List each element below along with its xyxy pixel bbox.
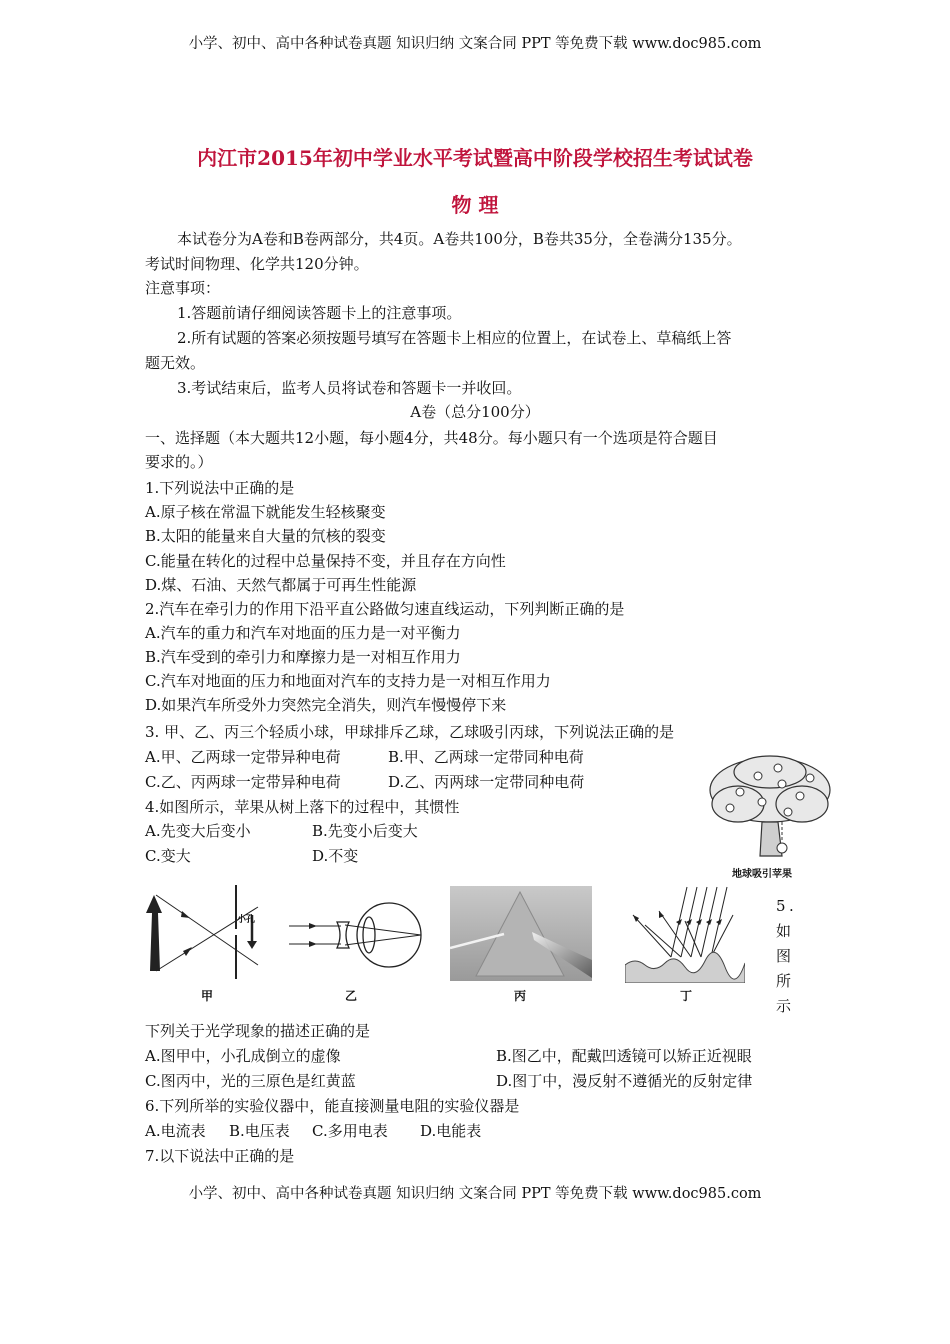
- figure-label-yi: 乙: [345, 989, 358, 1003]
- q6-option-a: A.电流表: [145, 1122, 206, 1140]
- q2-stem: 2.汽车在牵引力的作用下沿平直公路做匀速直线运动，下列判断正确的是: [145, 600, 625, 618]
- q3-option-b: B.甲、乙两球一定带同种电荷: [388, 748, 584, 766]
- q5-option-a: A.图甲中，小孔成倒立的虚像: [145, 1047, 341, 1065]
- q5-side-3: 如: [776, 922, 792, 940]
- q5-side-1: 5: [776, 897, 786, 915]
- note-2: 2.所有试题的答案必须按题号填写在答题卡上相应的位置上，在试卷上、草稿纸上答: [177, 329, 732, 347]
- part1-line-2: 要求的。）: [145, 453, 213, 471]
- q5-option-b: B.图乙中，配戴凹透镜可以矫正近视眼: [496, 1047, 752, 1065]
- q5-side-2: .: [789, 897, 794, 915]
- q5-side-4: 图: [776, 947, 792, 965]
- figure-label-jia: 甲: [201, 989, 214, 1003]
- page-footer: 小学、初中、高中各种试卷真题 知识归纳 文案合同 PPT 等免费下载 www.doc985.com: [188, 1186, 762, 1202]
- q1-option-b: B.太阳的能量来自大量的氘核的裂变: [145, 527, 386, 545]
- figure-label-bing: 丙: [514, 989, 527, 1003]
- part1-line-1: 一、选择题（本大题共12小题，每小题4分，共48分。每小题只有一个选项是符合题目: [145, 429, 718, 447]
- note-2-cont: 题无效。: [145, 354, 206, 372]
- intro-line-2: 考试时间物理、化学共120分钟。: [145, 255, 369, 273]
- note-1: 1.答题前请仔细阅读答题卡上的注意事项。: [177, 304, 462, 322]
- section-a-heading: A卷（总分100分）: [410, 403, 540, 421]
- q1-stem: 1.下列说法中正确的是: [145, 479, 295, 497]
- q6-option-c: C.多用电表: [312, 1122, 388, 1140]
- q1-option-d: D.煤、石油、天然气都属于可再生性能源: [145, 576, 417, 594]
- q4-option-c: C.变大: [145, 847, 191, 865]
- q5-stem: 下列关于光学现象的描述正确的是: [145, 1022, 371, 1040]
- tree-caption: 地球吸引苹果: [732, 869, 792, 880]
- q4-option-d: D.不变: [312, 847, 359, 865]
- q6-stem: 6.下列所举的实验仪器中，能直接测量电阻的实验仪器是: [145, 1097, 520, 1115]
- figure-ding-diffuse: [625, 885, 745, 983]
- apple-tree-figure: [700, 752, 840, 864]
- q3-option-c: C.乙、丙两球一定带异种电荷: [145, 773, 341, 791]
- q4-option-b: B.先变小后变大: [312, 822, 418, 840]
- q2-option-d: D.如果汽车所受外力突然完全消失，则汽车慢慢停下来: [145, 696, 507, 714]
- q3-option-a: A.甲、乙两球一定带异种电荷: [145, 748, 341, 766]
- q6-option-b: B.电压表: [229, 1122, 290, 1140]
- intro-line-1: 本试卷分为A卷和B卷两部分，共4页。A卷共100分，B卷共35分，全卷满分135分。: [177, 230, 742, 248]
- figure-bing-prism: [450, 886, 592, 981]
- q3-option-d: D.乙、丙两球一定带同种电荷: [388, 773, 585, 791]
- q5-option-d: D.图丁中，漫反射不遵循光的反射定律: [496, 1072, 753, 1090]
- pinhole-label: 小孔: [237, 915, 256, 925]
- q1-option-c: C.能量在转化的过程中总量保持不变，并且存在方向性: [145, 552, 506, 570]
- q7-stem: 7.以下说法中正确的是: [145, 1147, 295, 1165]
- q6-option-d: D.电能表: [420, 1122, 482, 1140]
- note-3: 3.考试结束后，监考人员将试卷和答题卡一并收回。: [177, 379, 522, 397]
- figure-yi-eye-lens: [285, 890, 425, 980]
- figure-jia-pinhole: [140, 885, 270, 980]
- figure-label-ding: 丁: [680, 989, 693, 1003]
- q3-stem: 3. 甲、乙、丙三个轻质小球，甲球排斥乙球，乙球吸引丙球，下列说法正确的是: [145, 723, 675, 741]
- exam-title: 内江市2015年初中学业水平考试暨高中阶段学校招生考试试卷: [197, 146, 753, 170]
- notes-title: 注意事项：: [145, 279, 221, 297]
- q5-side-5: 所: [776, 972, 792, 990]
- q2-option-c: C.汽车对地面的压力和地面对汽车的支持力是一对相互作用力: [145, 672, 551, 690]
- q2-option-b: B.汽车受到的牵引力和摩擦力是一对相互作用力: [145, 648, 461, 666]
- subject-title: 物 理: [451, 193, 499, 217]
- q1-option-a: A.原子核在常温下就能发生轻核聚变: [145, 503, 386, 521]
- q5-option-c: C.图丙中，光的三原色是红黄蓝: [145, 1072, 356, 1090]
- q5-side-6: 示: [776, 997, 792, 1015]
- page-header: 小学、初中、高中各种试卷真题 知识归纳 文案合同 PPT 等免费下载 www.doc985.com: [188, 36, 762, 52]
- q4-option-a: A.先变大后变小: [145, 822, 251, 840]
- q2-option-a: A.汽车的重力和汽车对地面的压力是一对平衡力: [145, 624, 461, 642]
- q4-stem: 4.如图所示，苹果从树上落下的过程中，其惯性: [145, 798, 460, 816]
